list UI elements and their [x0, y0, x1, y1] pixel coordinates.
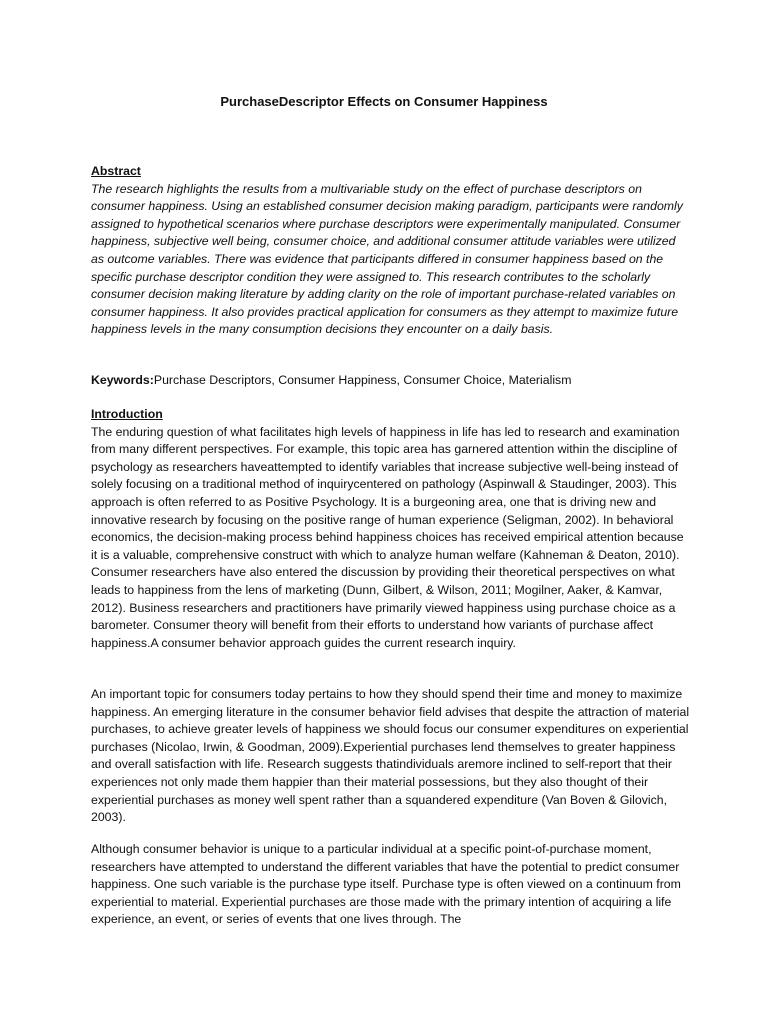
introduction-paragraph-1: The enduring question of what facilitates high levels of happiness in life has led to research and examination from many different perspectives. For example, this topic area has garnered attention within the discipline of psychology as researchers haveattempted to identify variables that increase subjective well-being instead of solely focusing on a traditional method of inquirycentered on pathology (Aspinwall & Staudinger, 2003). This approach is often referred to as Positive Psychology. It is a burgeoning area, one that is driving new and innovative research by focusing on the positive range of human experience (Seligman, 2002). In behavioral economics, the decision-making process behind happiness choices has received empirical attention because it is a valuable, comprehensive construct with which to analyze human welfare (Kahneman & Deaton, 2010). Consumer researchers have also entered the discussion by providing their theoretical perspectives on what leads to happiness from the lens of marketing (Dunn, Gilbert, & Wilson, 2011; Mogilner, Aaker, & Kamvar, 2012). Business researchers and practitioners have primarily viewed happiness using purchase choice as a barometer. Consumer theory will benefit from their efforts to understand how variants of purchase affect happiness.A consumer behavior approach guides the current research inquiry.	[91, 424, 684, 650]
keywords-value: Purchase Descriptors, Consumer Happiness, Consumer Choice, Materialism	[153, 373, 572, 387]
introduction-paragraph-3: Although consumer behavior is unique to a particular individual at a specific point-of-purchase moment, researchers have attempted to understand the different variables that have the potential to predict consumer happiness. One such variable is the purchase type itself. Purchase type is often viewed on a continuum from experiential to material. Experiential purchases are those made with the primary intention of acquiring a life experience, an event, or series of events that one lives through. The	[91, 842, 681, 927]
keywords-label: Keywords:	[91, 373, 154, 387]
abstract-heading: Abstract	[91, 164, 141, 178]
abstract-section	[91, 163, 691, 339]
introduction-section	[91, 406, 691, 652]
introduction-heading: Introduction	[91, 407, 163, 421]
keywords-line	[91, 372, 691, 390]
abstract-body: The research highlights the results from a multivariable study on the effect of purchase descriptors on consumer happiness. Using an established consumer decision making paradigm, participants were randomly assigned to hypothetical scenarios where purchase descriptors were experimentally manipulated. Consumer happiness, subjective well being, consumer choice, and additional consumer attitude variables were utilized as outcome variables. There was evidence that participants differed in consumer happiness based on the specific purchase descriptor condition they were assigned to. This research contributes to the scholarly consumer decision making literature by adding clarity on the role of important purchase-related variables on consumer happiness. It also provides practical application for consumers as they attempt to maximize future happiness levels in the many consumption decisions they encounter on a daily basis.	[91, 181, 683, 337]
paper-title: PurchaseDescriptor Effects on Consumer Happiness	[220, 94, 548, 109]
introduction-paragraph-2: An important topic for consumers today pertains to how they should spend their time and money to maximize happiness. An emerging literature in the consumer behavior field advises that despite the attraction of material purchases, to achieve greater levels of happiness we should focus our consumer expenditures on experiential purchases (Nicolao, Irwin, & Goodman, 2009).Experiential purchases lend themselves to greater happiness and overall satisfaction with life. Research suggests thatindividuals aremore inclined to self-report that their experiences not only made them happier than their material possessions, but they also thought of their experiential purchases as money well spent rather than a squandered expenditure (Van Boven & Gilovich, 2003).	[91, 687, 690, 825]
